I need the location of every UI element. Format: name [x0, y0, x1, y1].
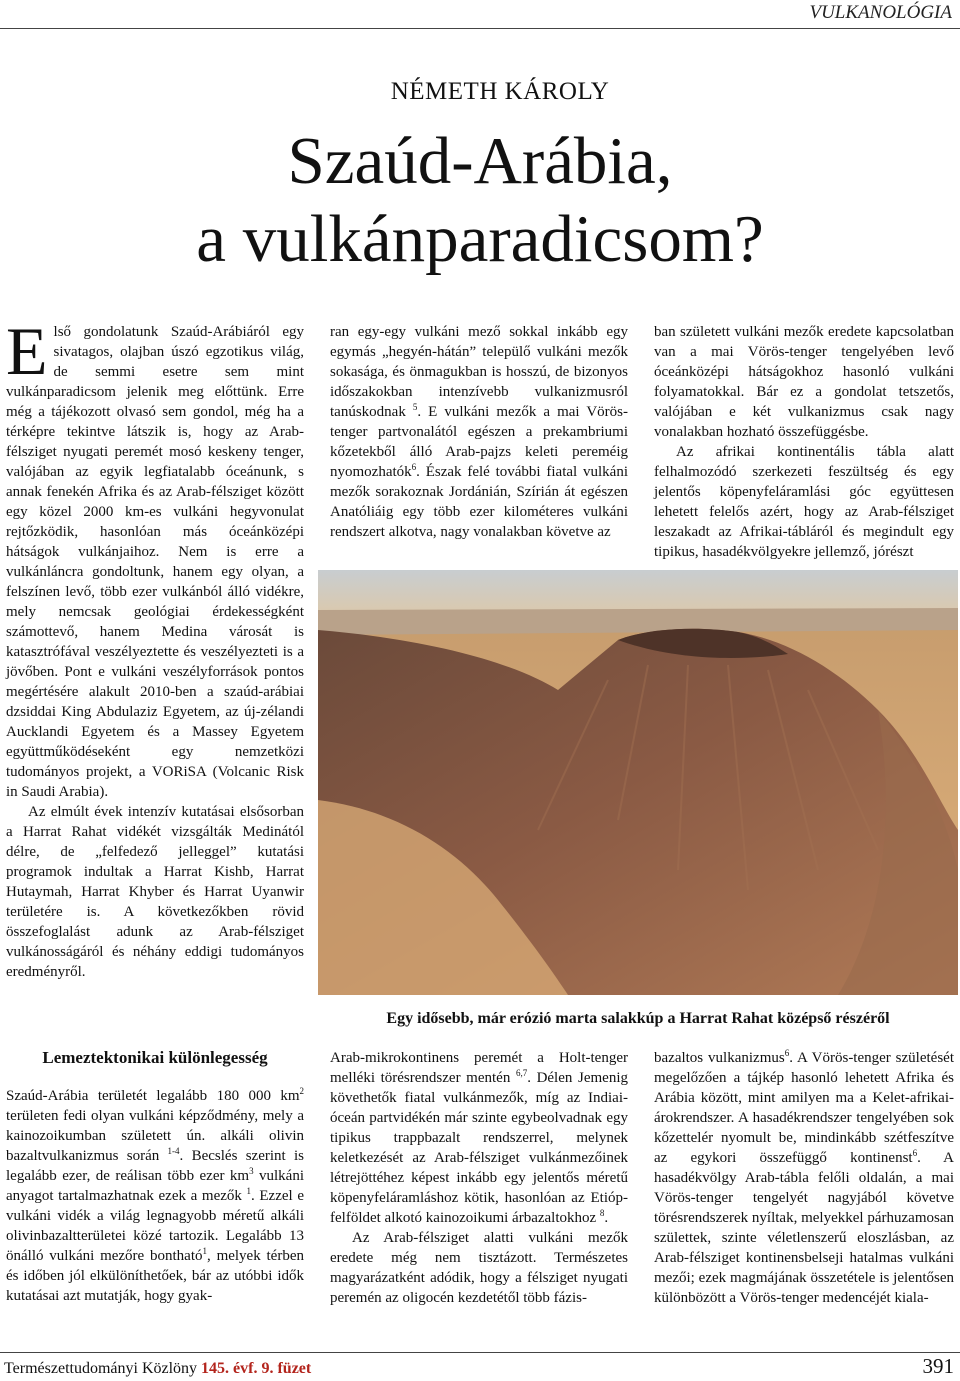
volcano-photo [318, 570, 958, 995]
text-fragment: területen fedi olyan vulkáni képződmény, mely a kainozoikumban született ún. alkáli olivin bazaltvulkanizmus során [6, 1108, 304, 1164]
text-fragment: , melyek térben és időben jól elkülöníthetőek, bár az utóbbi idők kutatásai azt mutatják, hogy gyak- [6, 1248, 304, 1304]
paragraph-tectonics [6, 1086, 304, 1306]
drop-cap: E [6, 313, 48, 389]
intro-paragraph [6, 313, 304, 802]
paragraph-fields [330, 322, 628, 542]
reference-marker: 6 [411, 462, 417, 472]
author-name: NÉMETH KÁROLY [390, 78, 610, 105]
paragraph-research: Az elmúlt évek intenzív kutatásai elsősorban a Harrat Rahat vidékét vizsgálták Medinától délre, de „felfedező jelleggel” kutatási programok indultak a Harrat Kishb, Harrat Hutaymah, Harrat Khyber és Harrat Uyanwir területére is. A következőkben rövid összefoglalást adunk az Arab-félsziget vulkánosságáról és néhány eddigi tudományos eredményről. [6, 804, 304, 980]
text-fragment: . A hasadékvölgy Arab-tábla felőli oldalán, a mai Vörös-tenger tengelyét nagyjából követve törésrendszerek nyíltak, melyekkel párhuzamosan születtek, szinte véletlenszerű eloszlásban, az Arab-félsziget kontinensbelseji hatalmas vulkáni mezői; ezek magmájának összetétele is jelentősen különbözött a Vörös-tenger medencéjét kiala- [654, 1150, 954, 1306]
paragraph-microcontinent [330, 1048, 628, 1228]
text-fragment: . Délen Jemenig követhetők fiatal vulkánmezők, míg az Indiai-óceán partvidékén már szinte egybeolvadnak egy tipikus trappbazalt rendszerrel, melynek keletkezését az Arab-félsziget vulkánmezőinek létrejöttéhez képest inkább egy jelentős méretű köpenyfeláramláshoz kötik, hasonlóan az Etióp-felföldet alkotó kainozoikumi árbazaltokhoz [330, 1070, 628, 1226]
article-title [0, 122, 960, 278]
reference-marker: 8 [599, 1208, 605, 1218]
paragraph-origin-unclear: Az Arab-félsziget alatti vulkáni mezők eredete még nem tisztázott. Természetes magyarázatként adódik, hogy a félsziget nyugati peremén az oligocén kezdetétől több fázis- [330, 1230, 628, 1306]
reference-marker: 6 [784, 1048, 790, 1058]
text-fragment: . [604, 1210, 609, 1226]
paragraph-stress: Az afrikai kontinentális tábla alatt felhalmozódó szerkezeti feszültség és egy jelentős köpenyfeláramlási góc együttesen lehetett felelős azért, hogy az Arab-félsziget leszakadt az Afrikai-tábláról és megindult egy tipikus, hasadékvölgyekre jellemző, jórészt [654, 444, 954, 560]
text-fragment: Szaúd-Arábia területét legalább 180 000 km [6, 1088, 300, 1104]
top-rule [0, 28, 960, 29]
bottom-rule [0, 1352, 960, 1353]
reference-marker: 1 [202, 1246, 208, 1256]
column-3-bottom [654, 1048, 954, 1308]
text-fragment: . A Vörös-tenger születését megelőzően a tájkép hasonló lehetett Afrika és Arábia között, mint amilyen ma a Kelet-afrikai-árokrendszer. A hasadékrendszer tengelyében sok kőzettelér nyomult be, mindinkább szétfeszítve az egykori összefüggő kontinenst [654, 1050, 954, 1166]
reference-marker: 6,7 [515, 1068, 528, 1078]
paragraph-red-sea [654, 1048, 954, 1308]
superscript: 2 [299, 1086, 304, 1096]
text-fragment: Arab-mikrokontinens peremét a Holt-tenger melléki törésrendszer mentén [330, 1050, 628, 1086]
paragraph-origin: ban született vulkáni mezők eredete kapcsolatban van a mai Vörös-tenger tengelyében levő óceánközépi hátságokhoz hasonló vulkáni folyamatokkal. Bár ez a gondolat tetszetős, valójában e két vulkanizmus csak nagy vonalakban hozható összefüggésbe. [654, 324, 954, 440]
photo-caption: Egy idősebb, már erózió marta salakkúp a Harrat Rahat középső részéről [386, 1010, 890, 1027]
intro-text: lső gondolatunk Szaúd-Arábiáról egy sivatagos, olajban úszó egzotikus világ, de semmi esetre sem mint vulkánparadicsom jelenik meg előttünk. Erre még a tájékozott olvasó sem gondol, még ha a térképre tekintve látszik is, hogy az Arab-félsziget nyugati peremét mosó keskeny tenger, valójában az egyik legfiatalabb óceánunk, s annak fenekén Afrika és az Arab-félsziget között egy közel 2000 km-es vulkáni hegyvonulat rejtőzködik, hasonlóan más óceánközépi hátságok vulkánjaihoz. Nem is erre a vulkánláncra gondoltunk, hanem egy olyan, a felszínen levő, több ezer vulkánból álló vidékre, mely nemcsak geológiai érdekességként számottevő, hanem Medina városát is katasztrófával veszélyeztette és veszélyezteti is a jövőben. Pont e vulkáni veszélyforrások pontos megértésére alakult 2010-ben a szaúd-arábiai dzsiddai King Abdulaziz Egyetem, az új-zélandi Aucklandi Egyetem és a Massey Egyetem együttműködéseként egy nemzetközi tudományos projekt, a VORiSA (Volcanic Risk in Saudi Arabia). [6, 324, 304, 800]
text-fragment: bazaltos vulkanizmus [654, 1050, 785, 1066]
title-line-2: a vulkánparadicsom? [196, 202, 764, 276]
text-fragment: . Észak felé további fiatal vulkáni mezők sorakoznak Jordánián, Szírián át egészen Anatóliáig egy több ezer kilométeres vulkáni rendszert alkotva, nagy vonalakban követve az [330, 464, 628, 540]
page-number: 391 [922, 1354, 954, 1378]
text-fragment: . E vulkáni mezők a mai Vörös-tenger partvonalától egészen a prekambriumi kőzetekből álló Arab-pajzs keleti pereméig nyomozhatók [330, 404, 628, 480]
reference-marker: 1-4 [167, 1146, 180, 1156]
text-fragment: . Ezzel e vulkáni vidék a világ legnagyobb méretű alkáli olivinbazaltterületei közé tartozik. Legalább 13 önálló vulkáni mezőre bontható [6, 1188, 304, 1264]
reference-marker: 6 [912, 1148, 918, 1158]
column-1-top [6, 313, 304, 982]
reference-marker: 5 [412, 402, 418, 412]
subheading: Lemeztektonikai különlegesség [42, 1048, 268, 1067]
text-fragment: vulkáni anyagot tartalmazhatnak ezek a mezők [6, 1168, 304, 1204]
section-label: VULKANOLÓGIA [809, 2, 952, 23]
reference-marker: 1 [246, 1186, 252, 1196]
issue-number: 145. évf. 9. füzet [201, 1360, 312, 1377]
superscript: 3 [249, 1166, 254, 1176]
text-fragment: . Becslés szerint is legalább ezer, de reálisan több ezer km [6, 1148, 304, 1184]
column-3-top [654, 322, 954, 562]
column-1-bottom [6, 1048, 304, 1306]
footer-journal [4, 1360, 311, 1378]
title-line-1: Szaúd-Arábia, [287, 124, 673, 198]
text-fragment: ran egy-egy vulkáni mező sokkal inkább egy egymás „hegyén-hátán” települő vulkáni mezők sokasága, és önmagukban is hosszú, de bizonyos időszakokban intenzívebb vulkanizmusról tanúskodnak [330, 324, 628, 420]
journal-name: Természettudományi Közlöny [4, 1360, 202, 1377]
scoria-cone-image [318, 570, 958, 995]
column-2-top [330, 322, 628, 542]
column-2-bottom [330, 1048, 628, 1308]
